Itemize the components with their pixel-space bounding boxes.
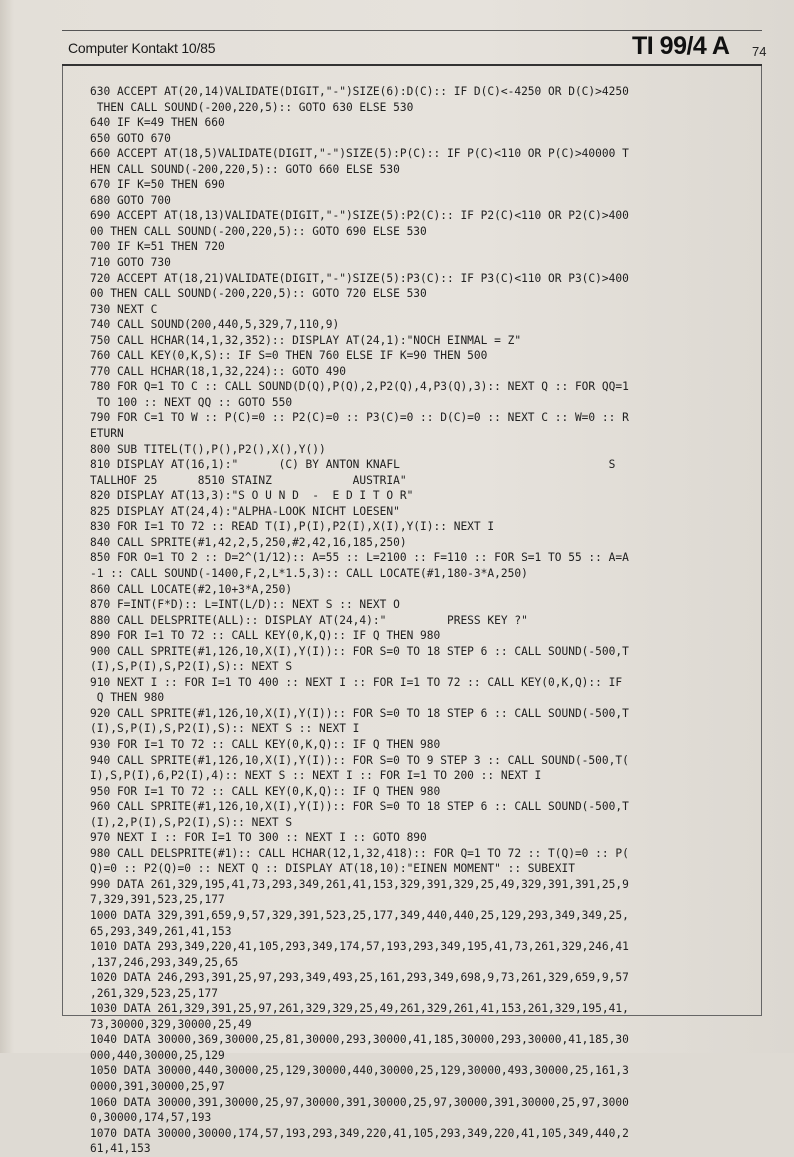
listing-line: 680 GOTO 700 [90,193,171,207]
listing-line: 65,293,349,261,41,153 [90,924,232,938]
listing-line: 1070 DATA 30000,30000,174,57,193,293,349,220,41,105,293,349,220,41,105,349,440,2 [90,1126,629,1140]
listing-line: 1010 DATA 293,349,220,41,105,293,349,174,57,193,293,349,195,41,73,261,329,246,41 [90,940,629,954]
listing-line: 830 FOR I=1 TO 72 :: READ T(I),P(I),P2(I),X(I),Y(I):: NEXT I [90,520,495,534]
listing-line: 825 DISPLAY AT(24,4):"ALPHA-LOOK NICHT LOESEN" [90,504,400,518]
listing-line: 1020 DATA 246,293,391,25,97,293,349,493,25,161,293,349,698,9,73,261,329,659,9,57 [90,971,629,985]
page-number: 74 [752,44,767,59]
listing-line: 790 FOR C=1 TO W :: P(C)=0 :: P2(C)=0 :: P3(C)=0 :: D(C)=0 :: NEXT C :: W=0 :: R [90,411,629,425]
listing-line: 73,30000,329,30000,25,49 [90,1017,252,1031]
listing-line: 800 SUB TITEL(T(),P(),P2(),X(),Y()) [90,442,326,456]
listing-line: 0,30000,174,57,193 [90,1111,212,1125]
magazine-title: Computer Kontakt 10/85 [68,40,216,56]
listing-line: (I),2,P(I),S,P2(I),S):: NEXT S [90,815,293,829]
listing-line: 720 ACCEPT AT(18,21)VALIDATE(DIGIT,"-")SIZE(5):P3(C):: IF P3(C)<110 OR P3(C)>400 [90,271,629,285]
listing-line: 1060 DATA 30000,391,30000,25,97,30000,391,30000,25,97,30000,391,30000,25,97,3000 [90,1095,629,1109]
listing-line: 980 CALL DELSPRITE(#1):: CALL HCHAR(12,1,32,418):: FOR Q=1 TO 72 :: T(Q)=0 :: P( [90,846,629,860]
listing-line: 1050 DATA 30000,440,30000,25,129,30000,440,30000,25,129,30000,493,30000,25,161,3 [90,1064,629,1078]
listing-line: 1040 DATA 30000,369,30000,25,81,30000,293,30000,41,185,30000,293,30000,41,185,30 [90,1033,629,1047]
listing-line: 7,329,391,523,25,177 [90,893,225,907]
basic-listing [90,84,750,1157]
listing-line: ,137,246,293,349,25,65 [90,955,239,969]
listing-line: 740 CALL SOUND(200,440,5,329,7,110,9) [90,318,340,332]
listing-line: 00 THEN CALL SOUND(-200,220,5):: GOTO 720 ELSE 530 [90,287,427,301]
listing-line: 710 GOTO 730 [90,256,171,270]
listing-line: 930 FOR I=1 TO 72 :: CALL KEY(0,K,Q):: IF Q THEN 980 [90,737,441,751]
header-top-rule [62,30,762,31]
listing-line: 00 THEN CALL SOUND(-200,220,5):: GOTO 690 ELSE 530 [90,224,427,238]
listing-line: 630 ACCEPT AT(20,14)VALIDATE(DIGIT,"-")SIZE(6):D(C):: IF D(C)<-4250 OR D(C)>4250 [90,85,629,98]
listing-line: 850 FOR O=1 TO 2 :: D=2^(1/12):: A=55 :: L=2100 :: F=110 :: FOR S=1 TO 55 :: A=A [90,551,629,565]
listing-line: 660 ACCEPT AT(18,5)VALIDATE(DIGIT,"-")SIZE(5):P(C):: IF P(C)<110 OR P(C)>40000 T [90,147,629,161]
listing-line: Q THEN 980 [90,691,165,705]
listing-line: 640 IF K=49 THEN 660 [90,116,225,130]
listing-line: 990 DATA 261,329,195,41,73,293,349,261,41,153,329,391,329,25,49,329,391,391,25,9 [90,877,629,891]
listing-line: (I),S,P(I),S,P2(I),S):: NEXT S :: NEXT I [90,722,360,736]
listing-line: ETURN [90,427,124,441]
listing-line: 760 CALL KEY(0,K,S):: IF S=0 THEN 760 ELSE IF K=90 THEN 500 [90,349,488,363]
listing-line: 910 NEXT I :: FOR I=1 TO 400 :: NEXT I :: FOR I=1 TO 72 :: CALL KEY(0,K,Q):: IF [90,675,623,689]
listing-line: 860 CALL LOCATE(#2,10+3*A,250) [90,582,293,596]
listing-line: 960 CALL SPRITE(#1,126,10,X(I),Y(I)):: FOR S=0 TO 18 STEP 6 :: CALL SOUND(-500,T [90,800,629,814]
listing-line: 870 F=INT(F*D):: L=INT(L/D):: NEXT S :: NEXT O [90,598,400,612]
listing-line: 940 CALL SPRITE(#1,126,10,X(I),Y(I)):: FOR S=0 TO 9 STEP 3 :: CALL SOUND(-500,T( [90,753,629,767]
listing-line: 900 CALL SPRITE(#1,126,10,X(I),Y(I)):: FOR S=0 TO 18 STEP 6 :: CALL SOUND(-500,T [90,644,629,658]
listing-line: 810 DISPLAY AT(16,1):" (C) BY ANTON KNAFL S [90,458,616,472]
listing-line: HEN CALL SOUND(-200,220,5):: GOTO 660 ELSE 530 [90,162,400,176]
listing-line: 780 FOR Q=1 TO C :: CALL SOUND(D(Q),P(Q),2,P2(Q),4,P3(Q),3):: NEXT Q :: FOR QQ=1 [90,380,629,394]
listing-line: THEN CALL SOUND(-200,220,5):: GOTO 630 ELSE 530 [90,100,414,114]
listing-line: 820 DISPLAY AT(13,3):"S O U N D - E D I T O R" [90,489,414,503]
listing-line: 880 CALL DELSPRITE(ALL):: DISPLAY AT(24,4):" PRESS KEY ?" [90,613,528,627]
listing-line: (I),S,P(I),S,P2(I),S):: NEXT S [90,660,293,674]
listing-line: TO 100 :: NEXT QQ :: GOTO 550 [90,395,293,409]
listing-line: I),S,P(I),6,P2(I),4):: NEXT S :: NEXT I :: FOR I=1 TO 200 :: NEXT I [90,769,542,783]
system-title: TI 99/4 A [632,32,730,60]
listing-line: 950 FOR I=1 TO 72 :: CALL KEY(0,K,Q):: IF Q THEN 980 [90,784,441,798]
listing-line: 920 CALL SPRITE(#1,126,10,X(I),Y(I)):: FOR S=0 TO 18 STEP 6 :: CALL SOUND(-500,T [90,706,629,720]
listing-line: 650 GOTO 670 [90,131,171,145]
listing-line: Q)=0 :: P2(Q)=0 :: NEXT Q :: DISPLAY AT(18,10):"EINEN MOMENT" :: SUBEXIT [90,862,575,876]
listing-line: 61,41,153 [90,1142,151,1156]
listing-line: 770 CALL HCHAR(18,1,32,224):: GOTO 490 [90,364,346,378]
listing-line: 730 NEXT C [90,302,158,316]
listing-line: 700 IF K=51 THEN 720 [90,240,225,254]
listing-line: 1030 DATA 261,329,391,25,97,261,329,329,25,49,261,329,261,41,153,261,329,195,41, [90,1002,629,1016]
listing-line: 690 ACCEPT AT(18,13)VALIDATE(DIGIT,"-")SIZE(5):P2(C):: IF P2(C)<110 OR P2(C)>400 [90,209,629,223]
listing-line: 970 NEXT I :: FOR I=1 TO 300 :: NEXT I :: GOTO 890 [90,831,427,845]
listing-line: ,261,329,523,25,177 [90,986,218,1000]
listing-line: TALLHOF 25 8510 STAINZ AUSTRIA" [90,473,407,487]
listing-line: 840 CALL SPRITE(#1,42,2,5,250,#2,42,16,185,250) [90,535,407,549]
listing-line: -1 :: CALL SOUND(-1400,F,2,L*1.5,3):: CALL LOCATE(#1,180-3*A,250) [90,566,528,580]
listing-line: 1000 DATA 329,391,659,9,57,329,391,523,25,177,349,440,440,25,129,293,349,349,25, [90,908,629,922]
listing-line: 670 IF K=50 THEN 690 [90,178,225,192]
listing-line: 750 CALL HCHAR(14,1,32,352):: DISPLAY AT(24,1):"NOCH EINMAL = Z" [90,333,522,347]
listing-line: 000,440,30000,25,129 [90,1048,225,1062]
listing-line: 890 FOR I=1 TO 72 :: CALL KEY(0,K,Q):: IF Q THEN 980 [90,629,441,643]
listing-line: 0000,391,30000,25,97 [90,1080,225,1093]
